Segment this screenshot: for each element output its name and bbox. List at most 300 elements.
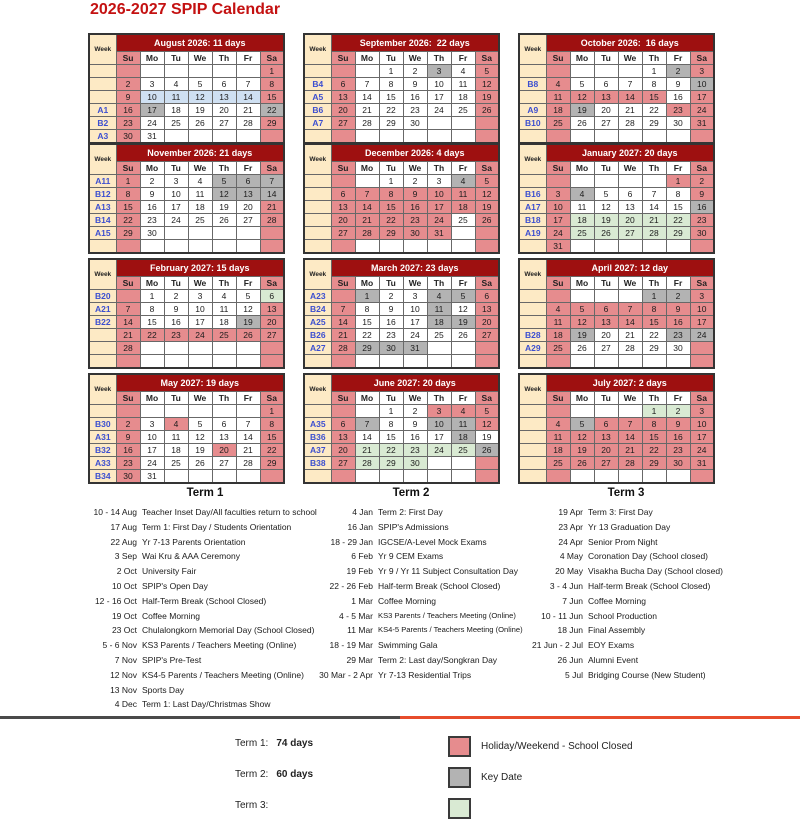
day-cell: 3 (140, 78, 164, 91)
day-cell (475, 470, 499, 484)
day-cell: 16 (666, 316, 690, 329)
day-name: Mo (570, 277, 594, 290)
day-cell: 31 (690, 117, 714, 130)
day-cell (546, 405, 570, 418)
day-cell (451, 240, 475, 254)
day-cell: 15 (379, 431, 403, 444)
day-cell: 2 (140, 175, 164, 188)
event-row (512, 579, 740, 594)
day-cell (475, 130, 499, 144)
day-cell: 18 (427, 316, 451, 329)
day-name: We (188, 392, 212, 405)
event-date: 4 Dec (114, 699, 137, 710)
week-column-header: Week (89, 374, 116, 405)
event-desc: Chulalongkorn Memorial Day (School Closed) (142, 625, 315, 636)
day-cell: 27 (618, 227, 642, 240)
day-cell (475, 457, 499, 470)
day-cell (379, 240, 403, 254)
day-cell: 3 (427, 65, 451, 78)
day-cell (403, 470, 427, 484)
day-cell (355, 470, 379, 484)
day-cell: 24 (188, 329, 212, 342)
day-cell: 13 (475, 303, 499, 316)
day-cell (690, 355, 714, 369)
day-cell: 22 (642, 329, 666, 342)
event-date: 23 Apr (558, 521, 583, 532)
day-cell: 23 (140, 214, 164, 227)
day-name: Sa (260, 162, 284, 175)
day-cell: 13 (212, 91, 236, 104)
day-cell: 5 (475, 405, 499, 418)
month-header: August 2026: 11 days (116, 34, 284, 52)
event-desc: Term 2: First Day (378, 507, 443, 517)
day-cell: 17 (427, 91, 451, 104)
day-cell: 11 (164, 431, 188, 444)
day-cell: 11 (451, 188, 475, 201)
day-cell: 1 (642, 290, 666, 303)
event-desc: EOY Exams (588, 640, 635, 651)
day-cell: 7 (618, 78, 642, 91)
week-label (519, 303, 546, 316)
day-cell (570, 130, 594, 144)
event-date: 5 - 6 Nov (102, 640, 137, 651)
day-cell: 8 (379, 78, 403, 91)
event-date: 11 Mar (347, 625, 373, 636)
day-cell: 24 (690, 444, 714, 457)
day-cell: 26 (236, 329, 260, 342)
week-label: A35 (304, 418, 331, 431)
day-cell (570, 65, 594, 78)
day-cell: 24 (140, 457, 164, 470)
day-cell: 5 (570, 303, 594, 316)
day-cell (618, 470, 642, 484)
day-cell (546, 290, 570, 303)
day-cell: 2 (666, 65, 690, 78)
day-cell: 20 (331, 104, 355, 117)
day-cell: 1 (642, 65, 666, 78)
day-cell: 4 (546, 418, 570, 431)
day-cell: 10 (546, 201, 570, 214)
day-cell (475, 355, 499, 369)
day-cell: 4 (188, 175, 212, 188)
event-row (512, 623, 740, 638)
week-label (304, 405, 331, 418)
day-cell (427, 470, 451, 484)
day-cell: 2 (666, 290, 690, 303)
week-label: A31 (89, 431, 116, 444)
day-cell (666, 355, 690, 369)
day-cell (260, 355, 284, 369)
day-cell: 12 (475, 78, 499, 91)
day-cell (451, 117, 475, 130)
day-cell (570, 405, 594, 418)
event-row (85, 520, 325, 535)
day-cell: 20 (331, 214, 355, 227)
event-row (300, 520, 522, 535)
day-cell (403, 240, 427, 254)
day-cell (594, 65, 618, 78)
day-cell: 19 (475, 431, 499, 444)
day-cell: 11 (427, 303, 451, 316)
event-date: 19 Oct (111, 610, 137, 621)
day-cell: 30 (403, 117, 427, 130)
day-cell (164, 130, 188, 144)
day-name: Tu (164, 392, 188, 405)
legend-label: Holiday/Weekend - School Closed (481, 741, 633, 752)
week-column-header: Week (519, 34, 546, 65)
day-cell: 31 (546, 240, 570, 254)
day-cell: 30 (116, 470, 140, 484)
day-cell: 12 (188, 91, 212, 104)
term-days-summary (235, 799, 276, 813)
event-desc: KS4-5 Parents / Teachers Meeting (Online) (142, 669, 304, 680)
term-days-value: 74 days (276, 738, 314, 749)
day-cell (618, 65, 642, 78)
day-cell: 8 (260, 418, 284, 431)
day-name: Fr (236, 162, 260, 175)
day-cell (116, 290, 140, 303)
day-name: Sa (260, 392, 284, 405)
legend-swatch (448, 767, 471, 788)
day-cell: 8 (355, 303, 379, 316)
event-desc: KS3 Parents / Teachers Meeting (Online) (142, 640, 297, 651)
day-cell: 6 (331, 188, 355, 201)
day-cell: 3 (427, 405, 451, 418)
week-label: B6 (304, 104, 331, 117)
day-cell: 15 (642, 431, 666, 444)
month-calendar (88, 373, 285, 484)
day-cell (164, 342, 188, 355)
event-row (85, 564, 325, 579)
month-calendar (518, 258, 715, 369)
event-desc: Yr 7-13 Residential Trips (378, 669, 472, 680)
day-cell (260, 240, 284, 254)
day-name: Su (331, 162, 355, 175)
day-cell (594, 175, 618, 188)
day-cell: 17 (188, 316, 212, 329)
week-label (304, 175, 331, 188)
day-name: Mo (355, 277, 379, 290)
day-cell: 19 (570, 444, 594, 457)
day-cell: 23 (403, 444, 427, 457)
day-cell: 26 (212, 214, 236, 227)
day-cell: 4 (570, 188, 594, 201)
day-cell: 15 (260, 431, 284, 444)
day-cell: 21 (116, 329, 140, 342)
day-cell (451, 355, 475, 369)
day-cell: 22 (116, 214, 140, 227)
event-date: 10 Oct (111, 580, 137, 591)
day-cell: 26 (475, 104, 499, 117)
day-cell: 5 (570, 418, 594, 431)
day-name: Sa (260, 277, 284, 290)
day-cell: 24 (690, 329, 714, 342)
event-row (85, 683, 325, 698)
day-cell (451, 342, 475, 355)
day-cell: 30 (666, 342, 690, 355)
day-cell: 3 (164, 175, 188, 188)
day-cell: 2 (403, 65, 427, 78)
day-cell: 20 (594, 329, 618, 342)
day-cell: 3 (188, 290, 212, 303)
day-cell: 23 (164, 329, 188, 342)
day-name: We (403, 52, 427, 65)
day-name: Th (642, 392, 666, 405)
day-cell: 14 (236, 91, 260, 104)
day-cell: 17 (140, 444, 164, 457)
event-date: 23 Oct (111, 625, 137, 636)
day-cell (164, 65, 188, 78)
day-cell: 25 (570, 227, 594, 240)
day-cell: 16 (666, 91, 690, 104)
week-label (519, 418, 546, 431)
event-row (300, 535, 522, 550)
day-cell (116, 355, 140, 369)
day-name: Mo (355, 52, 379, 65)
day-cell: 17 (690, 316, 714, 329)
day-cell: 6 (331, 418, 355, 431)
week-label: B18 (519, 214, 546, 227)
day-cell (212, 130, 236, 144)
day-cell: 1 (116, 175, 140, 188)
day-cell (188, 240, 212, 254)
day-name: We (403, 277, 427, 290)
day-name: Su (116, 392, 140, 405)
day-cell (451, 130, 475, 144)
day-cell (116, 65, 140, 78)
day-cell (212, 65, 236, 78)
week-label: B12 (89, 188, 116, 201)
event-date: 3 - 4 Jun (549, 580, 583, 591)
week-label (519, 91, 546, 104)
day-name: Th (642, 162, 666, 175)
day-cell (427, 342, 451, 355)
week-label (519, 65, 546, 78)
event-row (300, 594, 522, 609)
day-cell: 7 (355, 78, 379, 91)
day-cell: 9 (379, 303, 403, 316)
day-name: Mo (355, 392, 379, 405)
day-cell (618, 130, 642, 144)
day-cell: 3 (690, 405, 714, 418)
day-cell: 14 (236, 431, 260, 444)
day-cell: 9 (666, 78, 690, 91)
day-cell: 19 (475, 201, 499, 214)
event-row (300, 623, 522, 638)
day-cell (690, 240, 714, 254)
day-cell: 15 (666, 201, 690, 214)
day-cell: 12 (451, 303, 475, 316)
day-cell: 21 (355, 214, 379, 227)
week-label: A23 (304, 290, 331, 303)
day-cell: 30 (116, 130, 140, 144)
day-cell: 8 (642, 303, 666, 316)
day-cell: 4 (427, 290, 451, 303)
day-cell (140, 342, 164, 355)
day-cell (355, 65, 379, 78)
day-cell: 31 (140, 470, 164, 484)
day-cell (260, 227, 284, 240)
day-cell (642, 130, 666, 144)
day-cell: 18 (546, 104, 570, 117)
day-cell (331, 240, 355, 254)
event-row (85, 535, 325, 550)
day-cell: 2 (666, 405, 690, 418)
day-cell: 15 (116, 201, 140, 214)
day-cell: 23 (666, 329, 690, 342)
event-row (512, 594, 740, 609)
day-cell: 19 (475, 91, 499, 104)
day-cell (355, 405, 379, 418)
day-cell (475, 117, 499, 130)
day-cell: 25 (212, 329, 236, 342)
day-cell (570, 470, 594, 484)
day-cell: 4 (164, 78, 188, 91)
event-date: 22 Aug (110, 536, 137, 547)
event-row (85, 623, 325, 638)
day-cell: 17 (546, 214, 570, 227)
day-cell: 8 (379, 188, 403, 201)
month-header: February 2027: 15 days (116, 259, 284, 277)
term-column (300, 486, 522, 683)
day-cell: 25 (451, 214, 475, 227)
day-cell (355, 240, 379, 254)
day-name: Sa (475, 392, 499, 405)
day-cell: 27 (331, 117, 355, 130)
day-cell: 28 (236, 457, 260, 470)
month-header: September 2026: 22 days (331, 34, 499, 52)
day-cell (618, 175, 642, 188)
day-cell: 12 (475, 418, 499, 431)
legend-swatch (448, 736, 471, 757)
day-cell: 7 (236, 78, 260, 91)
day-cell: 13 (331, 201, 355, 214)
day-cell (403, 130, 427, 144)
day-cell (116, 405, 140, 418)
event-date: 10 - 14 Aug (93, 507, 137, 517)
day-cell: 20 (212, 444, 236, 457)
event-desc: University Fair (142, 566, 197, 577)
day-cell (594, 470, 618, 484)
day-cell (546, 470, 570, 484)
day-cell (570, 290, 594, 303)
day-name: Fr (451, 52, 475, 65)
day-cell: 23 (666, 444, 690, 457)
day-cell (690, 342, 714, 355)
day-cell: 7 (331, 303, 355, 316)
event-desc: Teacher Inset Day/All faculties return to school (142, 507, 317, 517)
day-name: Sa (475, 52, 499, 65)
week-label (519, 405, 546, 418)
day-cell: 21 (618, 104, 642, 117)
day-cell: 8 (140, 303, 164, 316)
day-cell (212, 240, 236, 254)
day-name: Fr (666, 162, 690, 175)
day-cell: 23 (116, 457, 140, 470)
day-cell (116, 240, 140, 254)
day-cell (546, 130, 570, 144)
event-desc: Yr 7-13 Parents Orientation (142, 536, 246, 547)
day-cell (188, 342, 212, 355)
day-cell: 7 (116, 303, 140, 316)
week-label (519, 316, 546, 329)
day-cell: 13 (618, 201, 642, 214)
day-cell: 20 (212, 104, 236, 117)
event-date: 19 Feb (346, 566, 373, 577)
week-label: B38 (304, 457, 331, 470)
event-desc: Senior Prom Night (588, 536, 658, 547)
day-cell (594, 355, 618, 369)
event-date: 4 - 5 Mar (338, 610, 373, 621)
day-name: Th (212, 392, 236, 405)
day-cell: 18 (451, 201, 475, 214)
event-date: 12 Nov (110, 669, 137, 680)
week-label: A9 (519, 104, 546, 117)
event-desc: IGCSE/A-Level Mock Exams (378, 536, 487, 547)
day-cell: 9 (403, 418, 427, 431)
day-cell: 6 (212, 78, 236, 91)
day-name: We (618, 162, 642, 175)
term-days-label: Term 1: (235, 738, 269, 749)
day-cell: 5 (475, 65, 499, 78)
day-cell: 19 (188, 104, 212, 117)
day-name: Sa (475, 162, 499, 175)
day-cell: 24 (403, 329, 427, 342)
week-label (304, 470, 331, 484)
day-cell: 20 (236, 201, 260, 214)
term-column (512, 486, 740, 683)
day-cell: 7 (260, 175, 284, 188)
day-cell: 13 (212, 431, 236, 444)
day-cell (164, 470, 188, 484)
day-name: We (618, 277, 642, 290)
day-cell: 26 (188, 117, 212, 130)
week-label (304, 188, 331, 201)
event-date: 3 Sep (114, 551, 137, 562)
event-date: 26 Jun (557, 654, 583, 665)
day-cell: 16 (403, 91, 427, 104)
day-cell: 16 (140, 201, 164, 214)
day-cell (188, 355, 212, 369)
day-cell: 18 (164, 444, 188, 457)
day-cell: 21 (236, 444, 260, 457)
day-cell: 8 (666, 188, 690, 201)
day-cell: 24 (427, 104, 451, 117)
day-cell: 28 (642, 227, 666, 240)
week-label: A27 (304, 342, 331, 355)
day-cell: 25 (451, 444, 475, 457)
day-cell: 27 (594, 117, 618, 130)
week-label (519, 470, 546, 484)
event-row (85, 549, 325, 564)
day-cell (164, 405, 188, 418)
day-cell: 24 (164, 214, 188, 227)
day-cell: 13 (236, 188, 260, 201)
week-label: A19 (519, 227, 546, 240)
day-cell: 14 (618, 431, 642, 444)
event-row (512, 609, 740, 624)
day-cell: 9 (690, 188, 714, 201)
day-cell (331, 65, 355, 78)
week-label (304, 240, 331, 254)
week-label (89, 78, 116, 91)
week-label: B28 (519, 329, 546, 342)
day-cell: 16 (379, 316, 403, 329)
week-label: B8 (519, 78, 546, 91)
day-cell: 25 (427, 329, 451, 342)
divider-gray-segment (0, 716, 400, 719)
day-cell: 5 (570, 78, 594, 91)
